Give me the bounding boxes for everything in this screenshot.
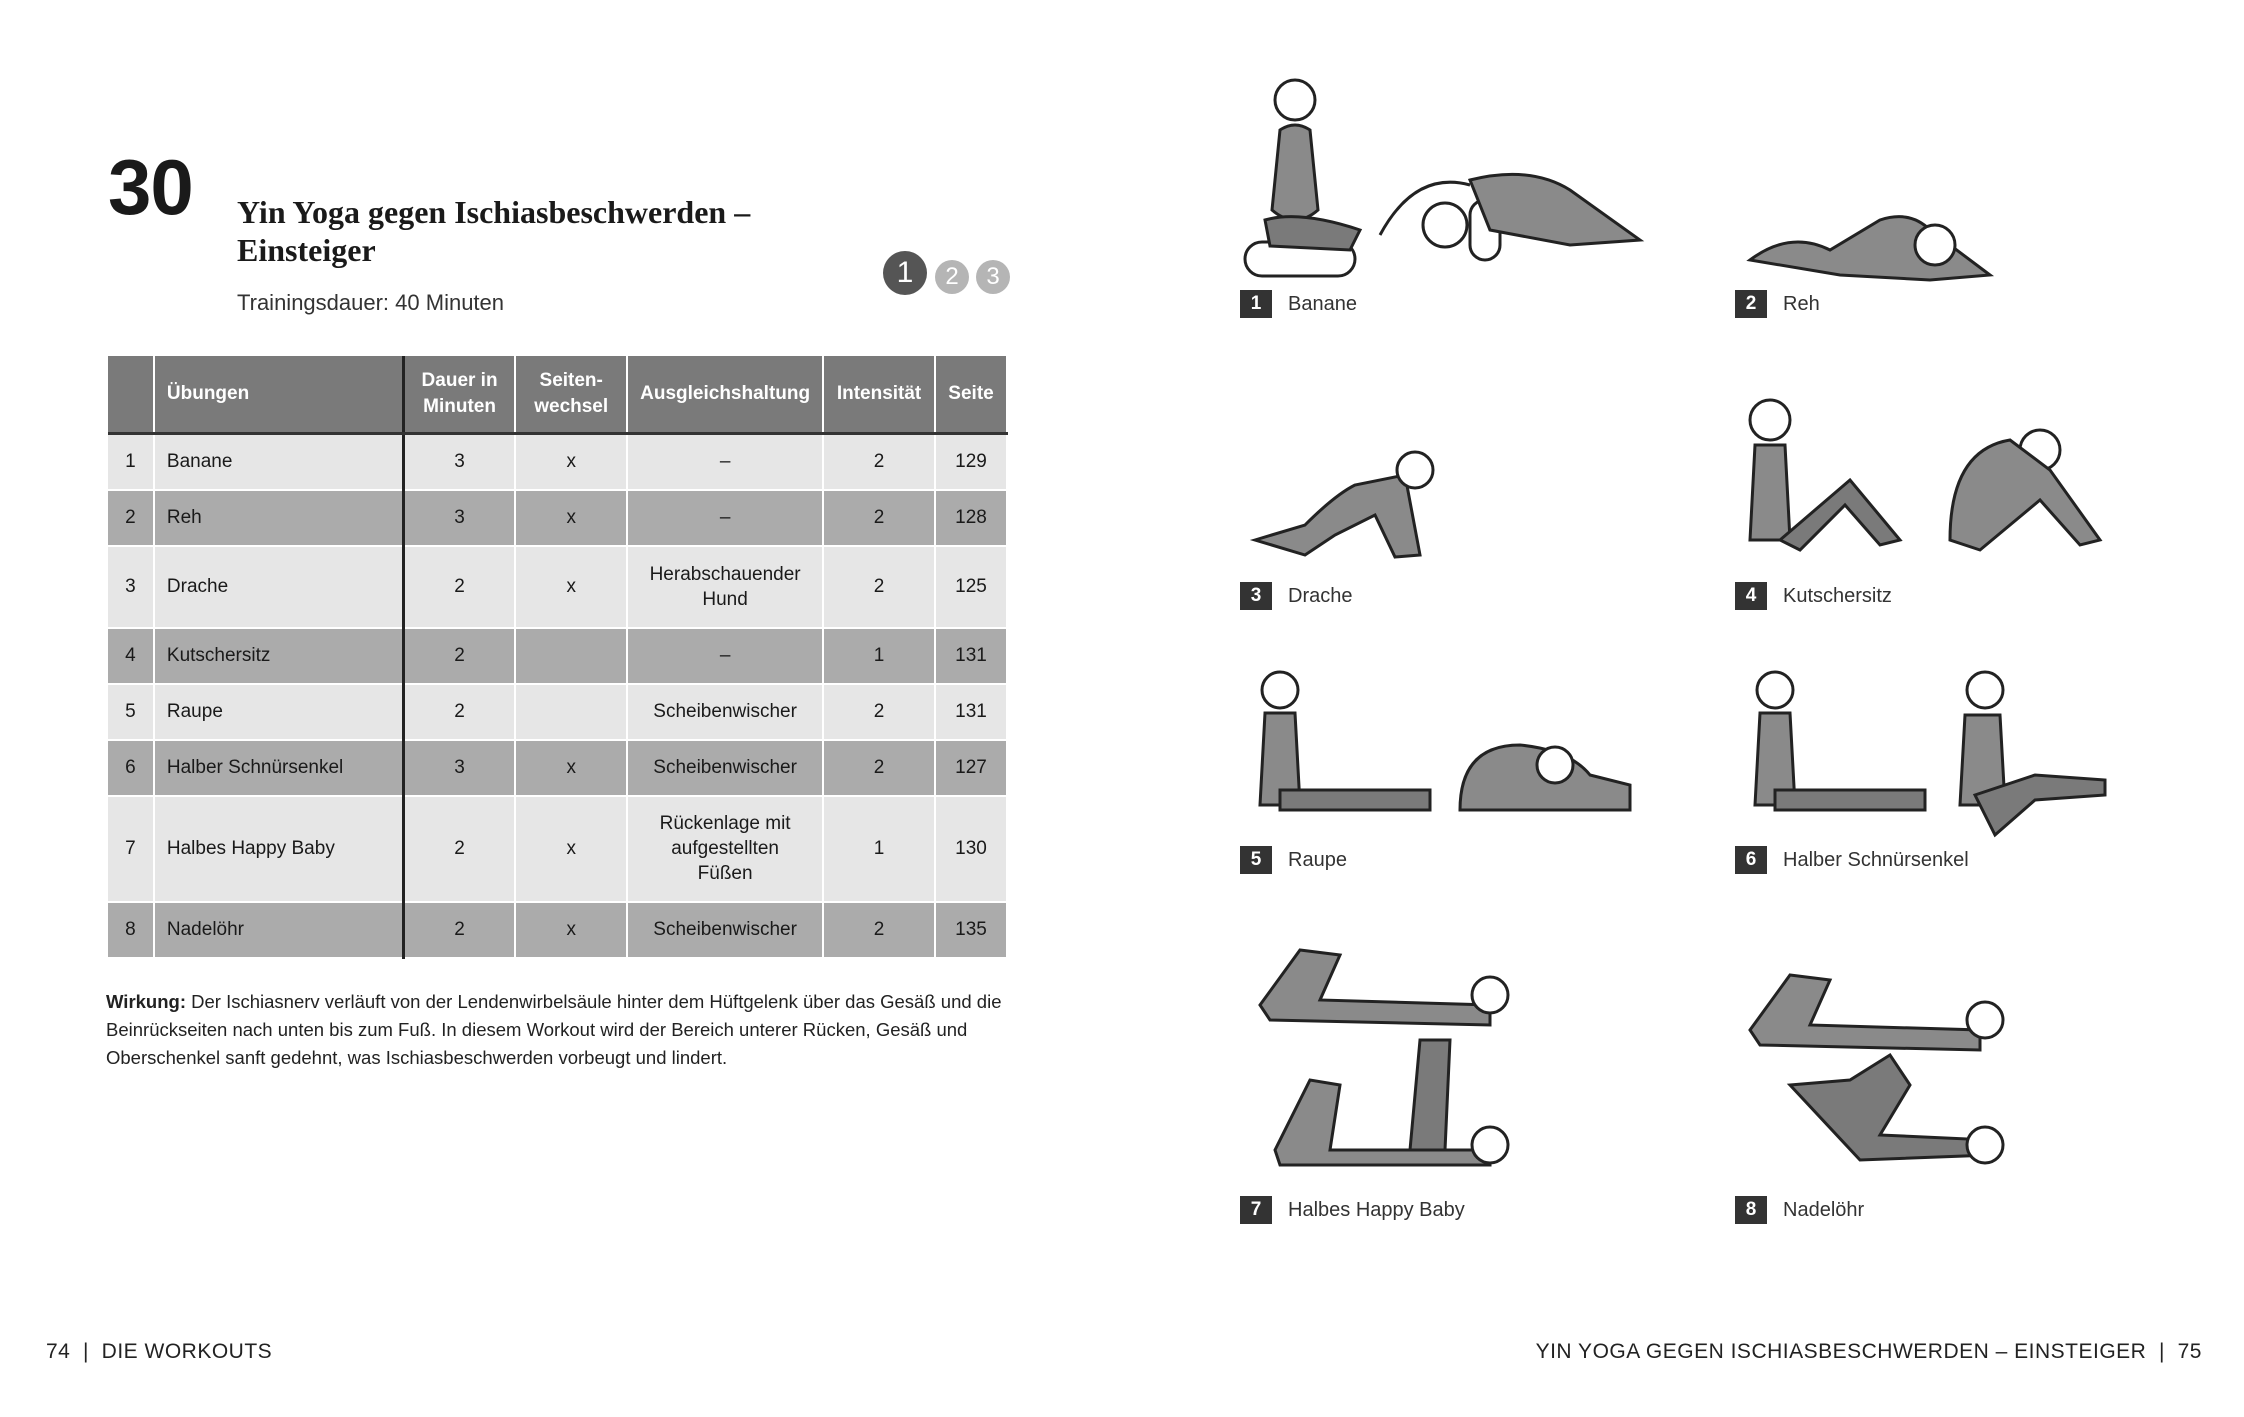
row-balance xyxy=(627,434,823,490)
col-header-page: Seite xyxy=(935,356,1007,434)
figure-label: Reh xyxy=(1783,292,1820,315)
row-side-change: x xyxy=(515,434,627,490)
figure-kutschersitz-illustration xyxy=(1740,390,2120,565)
row-intensity: 2 xyxy=(823,740,935,796)
figure-number: 5 xyxy=(1240,846,1272,874)
row-num: 7 xyxy=(108,796,154,902)
row-page: 127 xyxy=(935,740,1007,796)
row-page: 131 xyxy=(935,684,1007,740)
row-side-change xyxy=(515,684,627,740)
row-duration: 2 xyxy=(403,546,515,628)
row-exercise: Drache xyxy=(154,546,403,628)
figure-reh-illustration xyxy=(1740,190,2000,295)
figure-nadeloehr-illustration xyxy=(1740,935,2010,1200)
title-line-2: Einsteiger xyxy=(237,232,376,268)
row-balance-l1: Herabschauender xyxy=(649,563,801,585)
row-exercise: Nadelöhr xyxy=(154,902,403,958)
table-header-row xyxy=(108,356,1007,434)
figure-number: 4 xyxy=(1735,582,1767,610)
row-num: 8 xyxy=(108,902,154,958)
figure-number: 2 xyxy=(1735,290,1767,318)
figure-caption xyxy=(1735,846,1969,874)
effect-label: Wirkung: xyxy=(106,991,186,1012)
table-row xyxy=(108,796,1007,902)
row-exercise: Banane xyxy=(154,434,403,490)
col-header-exercise: Übungen xyxy=(154,356,403,434)
figure-banane-illustration xyxy=(1240,70,1680,295)
table-row xyxy=(108,546,1007,628)
figure-number: 3 xyxy=(1240,582,1272,610)
effect-paragraph xyxy=(106,988,1006,1072)
footer-right: YIN YOGA GEGEN ISCHIASBESCHWERDEN – EINSTEIGER | 75 xyxy=(1535,1340,2202,1363)
row-duration: 3 xyxy=(403,740,515,796)
figure-raupe-illustration xyxy=(1240,665,1640,830)
figure-caption xyxy=(1735,1196,1864,1224)
row-side-change: x xyxy=(515,740,627,796)
row-balance-l3: Füßen xyxy=(697,863,753,884)
figure-number: 8 xyxy=(1735,1196,1767,1224)
row-balance xyxy=(627,740,823,796)
row-intensity: 1 xyxy=(823,796,935,902)
col-header-side xyxy=(515,356,627,434)
row-page: 131 xyxy=(935,628,1007,684)
row-intensity: 2 xyxy=(823,546,935,628)
row-balance-l2: Hund xyxy=(702,588,748,610)
figure-caption xyxy=(1735,582,1892,610)
figure-number: 7 xyxy=(1240,1196,1272,1224)
title-line-1: Yin Yoga gegen Ischiasbeschwerden – xyxy=(237,194,751,230)
row-num: 3 xyxy=(108,546,154,628)
table-row xyxy=(108,434,1007,490)
row-intensity: 2 xyxy=(823,490,935,546)
figure-number: 6 xyxy=(1735,846,1767,874)
level-1-badge: 1 xyxy=(883,251,927,295)
table-row xyxy=(108,902,1007,958)
row-balance xyxy=(627,628,823,684)
row-exercise: Raupe xyxy=(154,684,403,740)
row-exercise: Halbes Happy Baby xyxy=(154,796,403,902)
row-intensity: 2 xyxy=(823,684,935,740)
page-title xyxy=(237,193,750,269)
row-side-change: x xyxy=(515,902,627,958)
figure-label: Drache xyxy=(1288,584,1353,607)
row-side-change: x xyxy=(515,796,627,902)
figure-number: 1 xyxy=(1240,290,1272,318)
row-side-change: x xyxy=(515,546,627,628)
row-num: 2 xyxy=(108,490,154,546)
row-side-change: x xyxy=(515,490,627,546)
training-duration: Trainingsdauer: 40 Minuten xyxy=(237,290,505,315)
row-side-change xyxy=(515,628,627,684)
row-balance-l1: Scheibenwischer xyxy=(653,757,797,778)
effect-text: Der Ischiasnerv verläuft von der Lendenwirbelsäule hinter dem Hüftgelenk über das Gesäß und die Beinrückseiten nach unten bis zum Fuß. In diesem Workout wird der Bereich unterer Rücken, Gesäß und Oberschenkel sanft gedehnt, was Ischiasbeschwerden vorbeugt und lindert. xyxy=(106,991,1002,1068)
col-header-intensity: Intensität xyxy=(823,356,935,434)
col-header-duration-l1: Dauer in xyxy=(421,370,498,391)
row-balance xyxy=(627,902,823,958)
row-balance-l1: – xyxy=(719,507,731,528)
figure-label: Kutschersitz xyxy=(1783,584,1892,607)
row-num: 6 xyxy=(108,740,154,796)
col-header-num xyxy=(108,356,154,434)
row-exercise: Kutschersitz xyxy=(154,628,403,684)
figure-caption xyxy=(1240,846,1347,874)
figure-label: Halber Schnürsenkel xyxy=(1783,848,1969,871)
row-exercise: Reh xyxy=(154,490,403,546)
col-header-side-l1: Seiten- xyxy=(539,370,603,391)
row-num: 1 xyxy=(108,434,154,490)
table-row xyxy=(108,490,1007,546)
col-header-duration-l2: Minuten xyxy=(423,396,496,417)
figure-label: Raupe xyxy=(1288,848,1347,871)
row-balance xyxy=(627,490,823,546)
table-row xyxy=(108,628,1007,684)
row-balance-l2: aufgestellten xyxy=(671,838,779,859)
row-balance xyxy=(627,546,823,628)
row-intensity: 1 xyxy=(823,628,935,684)
row-duration: 2 xyxy=(403,796,515,902)
row-duration: 2 xyxy=(403,628,515,684)
row-duration: 3 xyxy=(403,434,515,490)
figure-halbes-happy-baby-illustration xyxy=(1250,910,1520,1185)
row-intensity: 2 xyxy=(823,434,935,490)
figure-label: Halbes Happy Baby xyxy=(1288,1198,1465,1221)
row-balance-l1: – xyxy=(719,645,731,666)
row-page: 130 xyxy=(935,796,1007,902)
row-page: 128 xyxy=(935,490,1007,546)
row-balance-l1: Rückenlage mit xyxy=(659,813,791,834)
table-row xyxy=(108,684,1007,740)
col-header-duration xyxy=(403,356,515,434)
row-intensity: 2 xyxy=(823,902,935,958)
figure-drache-illustration xyxy=(1245,445,1465,570)
col-header-side-l2: wechsel xyxy=(534,396,609,417)
footer-left: 74 | DIE WORKOUTS xyxy=(46,1340,273,1363)
row-balance xyxy=(627,796,823,902)
table-row xyxy=(108,740,1007,796)
row-num: 5 xyxy=(108,684,154,740)
figure-label: Banane xyxy=(1288,292,1357,315)
row-duration: 2 xyxy=(403,902,515,958)
row-num: 4 xyxy=(108,628,154,684)
row-duration: 2 xyxy=(403,684,515,740)
figure-halber-schnuersenkel-illustration xyxy=(1735,665,2135,870)
exercise-table xyxy=(108,356,1008,959)
row-balance xyxy=(627,684,823,740)
row-exercise: Halber Schnürsenkel xyxy=(154,740,403,796)
figure-caption xyxy=(1240,290,1357,318)
col-header-balance: Ausgleichshaltung xyxy=(627,356,823,434)
row-page: 129 xyxy=(935,434,1007,490)
row-page: 125 xyxy=(935,546,1007,628)
level-3-badge: 3 xyxy=(976,260,1010,294)
figure-caption xyxy=(1735,290,1820,318)
row-duration: 3 xyxy=(403,490,515,546)
row-balance-l1: Scheibenwischer xyxy=(653,701,797,722)
row-balance-l1: – xyxy=(719,451,731,473)
row-balance-l1: Scheibenwischer xyxy=(653,919,797,940)
figure-caption xyxy=(1240,582,1352,610)
row-page: 135 xyxy=(935,902,1007,958)
level-2-badge: 2 xyxy=(935,260,969,294)
figure-caption xyxy=(1240,1196,1465,1224)
workout-number: 30 xyxy=(108,143,193,231)
figure-label: Nadelöhr xyxy=(1783,1198,1865,1221)
